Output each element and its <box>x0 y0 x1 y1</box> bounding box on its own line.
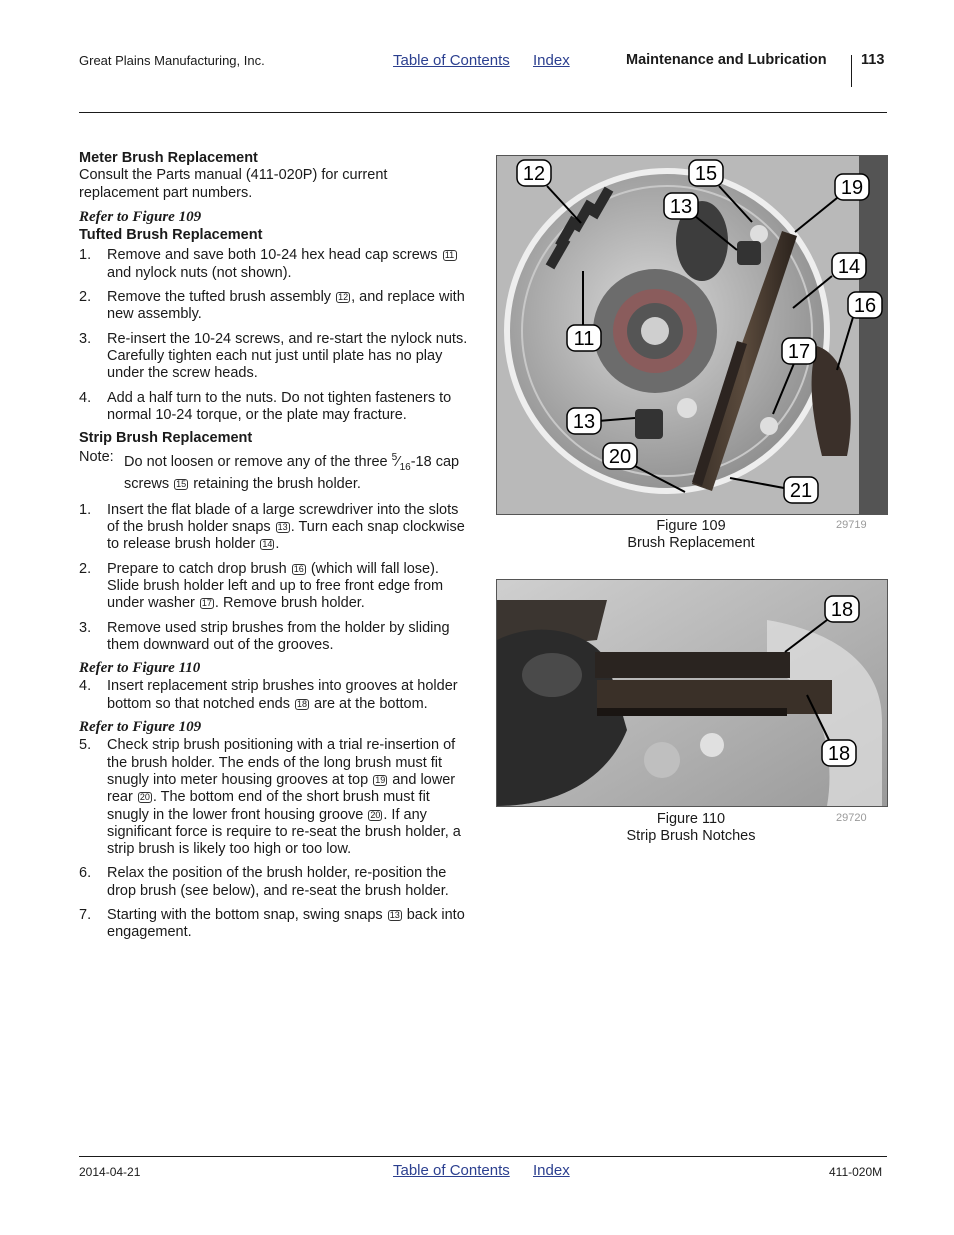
figure-109-title: Brush Replacement <box>627 535 755 551</box>
step-item <box>79 737 471 858</box>
strip-brush-heading: Strip Brush Replacement <box>79 430 253 447</box>
callout-badge: 14 <box>262 539 273 550</box>
callout-11 <box>567 325 601 351</box>
step-number: 4. <box>79 678 92 695</box>
page-number: 113 <box>861 52 885 68</box>
figure-109-label: Figure 109 <box>656 518 726 534</box>
step-number: 3. <box>79 619 92 636</box>
figure-109-photo-id: 29719 <box>836 519 867 531</box>
step-item <box>79 289 471 324</box>
step-item <box>79 331 471 383</box>
step-item <box>79 390 471 425</box>
callout-badge: 12 <box>338 292 349 303</box>
callout-number: 19 <box>840 177 864 199</box>
meter-brush-heading: Meter Brush Replacement <box>79 150 258 166</box>
tufted-brush-heading: Tufted Brush Replacement <box>79 227 263 244</box>
callout-20 <box>603 443 637 469</box>
callout-badge: 17 <box>201 598 212 609</box>
figure-110-title: Strip Brush Notches <box>626 828 756 844</box>
refer-figure-110: Refer to Figure 110 <box>79 660 201 677</box>
footer-document-number: 411-020M <box>829 1165 883 1179</box>
callout-number: 16 <box>853 295 877 317</box>
step-number: 2. <box>79 560 92 577</box>
callout-number: 12 <box>522 163 546 185</box>
strip-steps-list-a <box>79 502 471 654</box>
header-table-of-contents-link[interactable]: Table of Contents <box>393 52 510 69</box>
callout-number: 11 <box>573 328 595 350</box>
callout-number: 14 <box>837 256 861 278</box>
callout-number: 18 <box>827 743 851 765</box>
step-item <box>79 620 471 655</box>
meter-brush-intro: Consult the Parts manual (411-020P) for current replacement part numbers. <box>79 167 388 201</box>
footer-index-link[interactable]: Index <box>533 1162 570 1179</box>
callout-badge: 20 <box>370 809 381 820</box>
step-text: Insert replacement strip brushes into grooves at holder bottom so that notched ends 18 are at the bottom. <box>107 678 458 712</box>
step-text: Insert the flat blade of a large screwdriver into the slots of the brush holder snaps 13 . Turn each snap clockwise to release brush holder 14 . <box>107 501 465 553</box>
figure-110-photo-id: 29720 <box>836 812 867 824</box>
header-index-link[interactable]: Index <box>533 52 570 69</box>
callout-badge: 16 <box>293 563 304 574</box>
header-divider <box>851 55 852 87</box>
callout-21 <box>784 477 818 503</box>
callout-14 <box>832 253 866 279</box>
step-item <box>79 561 471 613</box>
note-label: Note: <box>79 449 114 466</box>
step-number: 1. <box>79 501 92 518</box>
figure-109-caption <box>576 518 806 552</box>
company-name: Great Plains Manufacturing, Inc. <box>79 53 265 68</box>
step-number: 1. <box>79 247 92 264</box>
step-text: Relax the position of the brush holder, re-position the drop brush (see below), and re-seat the brush holder. <box>107 865 449 899</box>
step-item <box>79 502 471 554</box>
note-text: Do not loosen or remove any of the three $^5⁄_{16}-18$ cap screws 15 retaining the brush holder. <box>124 452 460 493</box>
callout-badge: 15 <box>176 479 187 490</box>
callout-number: 20 <box>608 446 632 468</box>
callout-badge: 13 <box>277 522 288 533</box>
callout-16 <box>848 292 882 318</box>
callout-19 <box>835 174 869 200</box>
instructions-column <box>79 150 471 949</box>
callout-number: 18 <box>830 599 854 621</box>
callout-number: 13 <box>669 196 693 218</box>
figure-110-photo <box>496 579 888 807</box>
step-number: 5. <box>79 737 92 754</box>
callout-badge: 18 <box>297 698 308 709</box>
step-text: Starting with the bottom snap, swing snaps 13 back into engagement. <box>107 907 465 941</box>
strip-steps-list-c <box>79 737 471 941</box>
section-title: Maintenance and Lubrication <box>626 52 827 68</box>
tufted-steps-list <box>79 247 471 424</box>
footer-date: 2014-04-21 <box>79 1165 141 1179</box>
figure-109-photo <box>496 155 888 515</box>
figure-110-label: Figure 110 <box>656 811 726 827</box>
callout-12 <box>517 160 551 186</box>
callout-18-top <box>825 596 859 622</box>
step-item <box>79 907 471 942</box>
refer-figure-109-second: Refer to Figure 109 <box>79 719 202 736</box>
callout-number: 13 <box>572 411 596 433</box>
step-text: Prepare to catch drop brush 16 (which will fall lose). Slide brush holder left and up to free front edge from under washer 17 . Remove brush holder. <box>107 560 444 612</box>
refer-figure-109: Refer to Figure 109 <box>79 208 202 225</box>
step-item <box>79 865 471 900</box>
step-number: 7. <box>79 907 92 923</box>
step-text: Check strip brush positioning with a trial re-insertion of the brush holder. The ends of the long brush must fit snugly into meter housing grooves at top 19 and lower rear 20 . The bottom end of the short brush must fit snugly in the lower front housing groove 20 . If any significant force is require to re-seat the brush holder, a strip brush is likely too high or too low. <box>107 737 461 858</box>
footer-rule <box>79 1156 887 1157</box>
callout-17 <box>782 338 816 364</box>
callout-15 <box>689 160 723 186</box>
strip-brush-note <box>79 449 471 493</box>
callout-number: 21 <box>789 480 813 502</box>
footer-table-of-contents-link[interactable]: Table of Contents <box>393 1162 510 1179</box>
step-number: 3. <box>79 330 92 347</box>
callout-number: 17 <box>787 341 811 363</box>
callout-badge: 11 <box>443 250 457 261</box>
step-number: 2. <box>79 289 92 306</box>
step-number: 4. <box>79 389 92 406</box>
callout-badge: 20 <box>139 792 150 803</box>
step-text: Re-insert the 10-24 screws, and re-start the nylock nuts. Carefully tighten each nut just until plate has no play under the screw heads. <box>107 330 468 382</box>
step-item <box>79 247 471 282</box>
step-text: Add a half turn to the nuts. Do not tighten fasteners to normal 10-24 torque, or the plate may fracture. <box>107 389 452 423</box>
callout-13-bottom <box>567 408 601 434</box>
step-text: Remove used strip brushes from the holder by sliding them downward out of the grooves. <box>107 619 450 653</box>
header-rule <box>79 112 887 113</box>
step-number: 6. <box>79 865 92 882</box>
callout-badge: 19 <box>375 774 386 785</box>
figure-110-caption <box>576 811 806 845</box>
callout-18-bottom <box>822 740 856 766</box>
strip-steps-list-b <box>79 678 471 713</box>
step-text: Remove the tufted brush assembly 12 , and replace with new assembly. <box>107 289 465 323</box>
step-text: Remove and save both 10-24 hex head cap screws 11 and nylock nuts (not shown). <box>107 247 471 282</box>
step-item <box>79 678 471 713</box>
callout-13-top <box>664 193 698 219</box>
callout-badge: 13 <box>389 910 400 920</box>
callout-number: 15 <box>694 163 718 185</box>
